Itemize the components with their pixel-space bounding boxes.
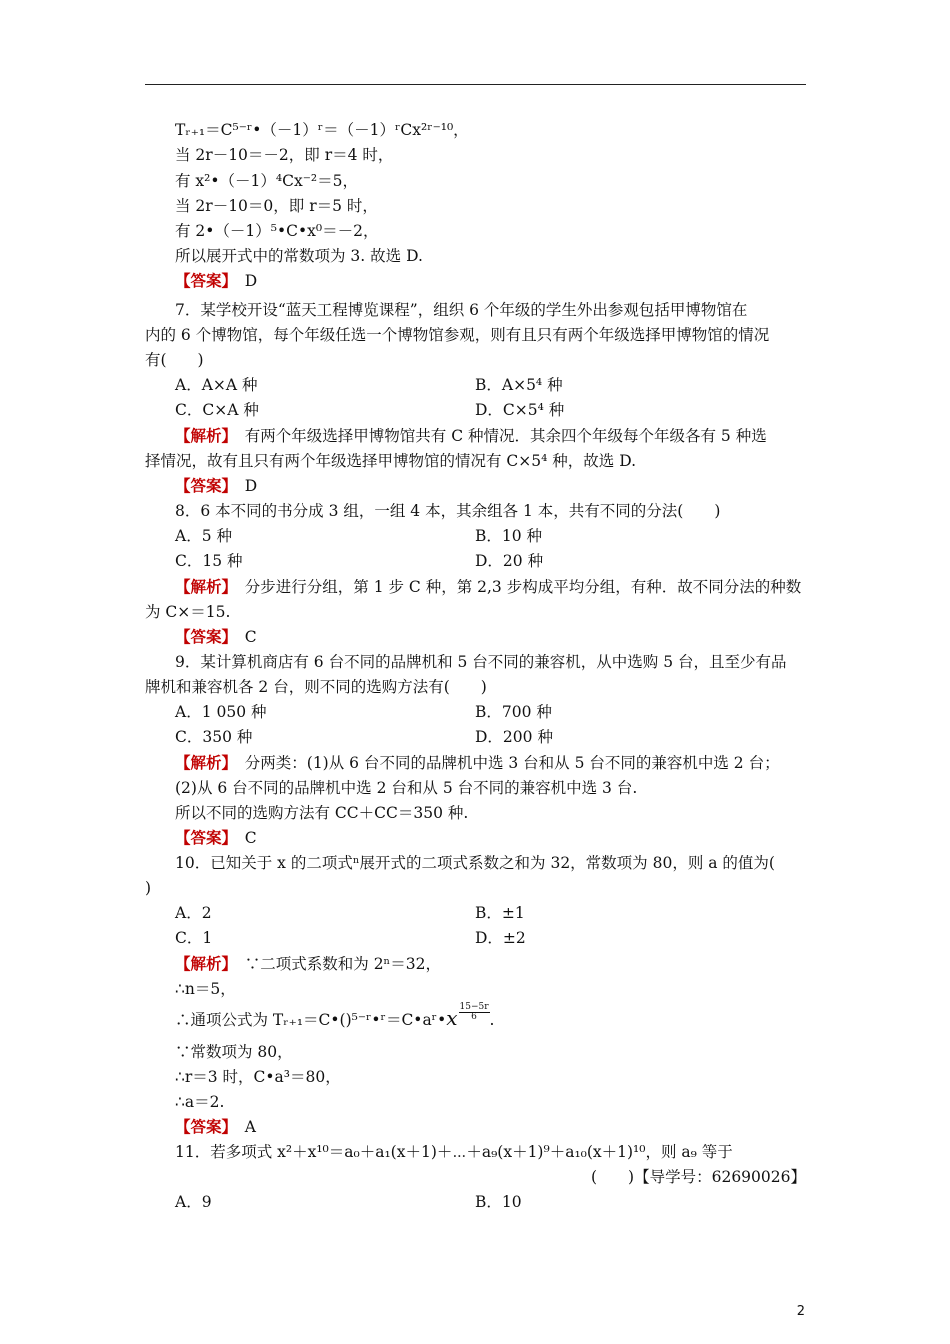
- answer-tag: 【答案】: [175, 271, 230, 290]
- exponent-numerator: 15−5r: [459, 1002, 489, 1012]
- text-line: [175, 577, 801, 597]
- text-line: 所以展开式中的常数项为 3. 故选 D.: [175, 247, 423, 265]
- text-line: Tᵣ₊₁＝C⁵⁻ʳ•（－1）ʳ＝（－1）ʳCx²ʳ⁻¹⁰，: [175, 121, 469, 139]
- text-line: 当 2r－10＝－2，即 r＝4 时，: [175, 146, 394, 164]
- option-right: B．A×5⁴ 种: [475, 376, 563, 394]
- option-left: C．1: [175, 929, 213, 947]
- text-line: ∵常数项为 80，: [175, 1043, 293, 1061]
- option-left: A．2: [175, 904, 212, 922]
- text-line: ∴r＝3 时，C•a³＝80，: [175, 1068, 341, 1086]
- analysis-text: 分两类：(1)从 6 台不同的品牌机中选 3 台和从 5 台不同的兼容机中选 2 台；: [229, 754, 780, 772]
- option-right: D．200 种: [475, 728, 553, 746]
- text-line: 有( ): [145, 351, 204, 369]
- answer-tag: 【答案】: [175, 476, 230, 495]
- answer-blank: ( ): [590, 1168, 635, 1186]
- text-line: 11．若多项式 x²＋x¹⁰＝a₀＋a₁(x＋1)＋⋯＋a₉(x＋1)⁹＋a₁₀(x＋1)¹⁰，则 a₉ 等于: [175, 1143, 733, 1161]
- analysis-text: 有两个年级选择甲博物馆共有 C 种情况．其余四个年级每个年级各有 5 种选: [229, 427, 767, 445]
- text-line: (2)从 6 台不同的品牌机中选 2 台和从 5 台不同的兼容机中选 3 台.: [175, 779, 638, 797]
- option-right: B．700 种: [475, 703, 552, 721]
- analysis-tag: 【解析】: [175, 426, 230, 445]
- answer-tag: 【答案】: [175, 828, 230, 847]
- option-left: C．350 种: [175, 728, 253, 746]
- general-term-formula: [175, 1003, 494, 1030]
- text-line: 9．某计算机商店有 6 台不同的品牌机和 5 台不同的兼容机，从中选购 5 台，且至少有品: [175, 653, 787, 671]
- formula-prefix: ∴通项公式为 Tᵣ₊₁＝C•()⁵⁻ʳ•ʳ＝C•aʳ•: [175, 1011, 447, 1029]
- option-right: D．C×5⁴ 种: [475, 401, 565, 419]
- option-right: D．±2: [475, 929, 526, 947]
- text-line: [175, 426, 767, 446]
- option-right: B．10 种: [475, 527, 543, 545]
- exponent-fraction: [459, 1003, 490, 1022]
- answer-value: D: [229, 477, 258, 495]
- exponent-denominator: 6: [471, 1012, 477, 1022]
- answer-value: D: [229, 272, 258, 290]
- analysis-tag: 【解析】: [175, 577, 230, 596]
- answer-line: [175, 476, 257, 496]
- option-left: C．15 种: [175, 552, 243, 570]
- option-right: B．±1: [475, 904, 525, 922]
- text-line: 择情况，故有且只有两个年级选择甲博物馆的情况有 C×5⁴ 种，故选 D.: [145, 452, 637, 470]
- option-left: A．5 种: [175, 527, 232, 545]
- text-line: 有 2•（－1）⁵•C•x⁰＝－2，: [175, 222, 379, 240]
- text-line: 内的 6 个博物馆，每个年级任选一个博物馆参观，则有且只有两个年级选择甲博物馆的情况: [145, 326, 770, 344]
- answer-line: [175, 828, 257, 848]
- analysis-text: ∵二项式系数和为 2ⁿ＝32，: [229, 955, 441, 973]
- text-line: 8．6 本不同的书分成 3 组，一组 4 本，其余组各 1 本，共有不同的分法( ): [175, 502, 721, 520]
- text-line: 有 x²•（－1）⁴Cx⁻²＝5，: [175, 172, 358, 190]
- option-left: A．9: [175, 1193, 212, 1211]
- option-left: A．A×A 种: [175, 376, 258, 394]
- option-right: D．20 种: [475, 552, 544, 570]
- answer-value: A: [229, 1118, 256, 1136]
- answer-line: [175, 1117, 256, 1137]
- text-line: 所以不同的选购方法有 CC＋CC＝350 种.: [175, 804, 469, 822]
- page-number: 2: [796, 1304, 805, 1319]
- option-right: B．10: [475, 1193, 522, 1211]
- text-line: 10．已知关于 x 的二项式ⁿ展开式的二项式系数之和为 32，常数项为 80，则 a 的值为(: [175, 854, 775, 872]
- answer-line: [175, 271, 257, 291]
- text-line: 7．某学校开设“蓝天工程博览课程”，组织 6 个年级的学生外出参观包括甲博物馆在: [175, 301, 748, 319]
- answer-tag: 【答案】: [175, 627, 230, 646]
- answer-tag: 【答案】: [175, 1117, 230, 1136]
- analysis-text: 分步进行分组，第 1 步 C 种，第 2,3 步构成平均分组，有种．故不同分法的种数: [229, 578, 802, 596]
- analysis-tag: 【解析】: [175, 753, 230, 772]
- text-line: 牌机和兼容机各 2 台，则不同的选购方法有( ): [145, 678, 487, 696]
- option-left: C．C×A 种: [175, 401, 259, 419]
- analysis-tag: 【解析】: [175, 954, 230, 973]
- text-line: ∴a＝2.: [175, 1093, 225, 1111]
- text-line: ∴n＝5，: [175, 980, 236, 998]
- formula-suffix: .: [489, 1011, 495, 1029]
- guide-number: 【导学号：62690026】: [634, 1168, 806, 1186]
- option-left: A．1 050 种: [175, 703, 267, 721]
- text-line: [175, 753, 780, 773]
- formula-base: x: [446, 1006, 458, 1030]
- answer-value: C: [229, 628, 257, 646]
- text-line: 当 2r－10＝0，即 r＝5 时，: [175, 197, 378, 215]
- text-line: [175, 954, 441, 974]
- text-line: 为 C×＝15.: [145, 603, 231, 621]
- header-rule: [145, 84, 806, 85]
- answer-value: C: [229, 829, 257, 847]
- text-line: ): [145, 879, 152, 897]
- answer-line: [175, 627, 257, 647]
- question-ref-line: [591, 1167, 806, 1187]
